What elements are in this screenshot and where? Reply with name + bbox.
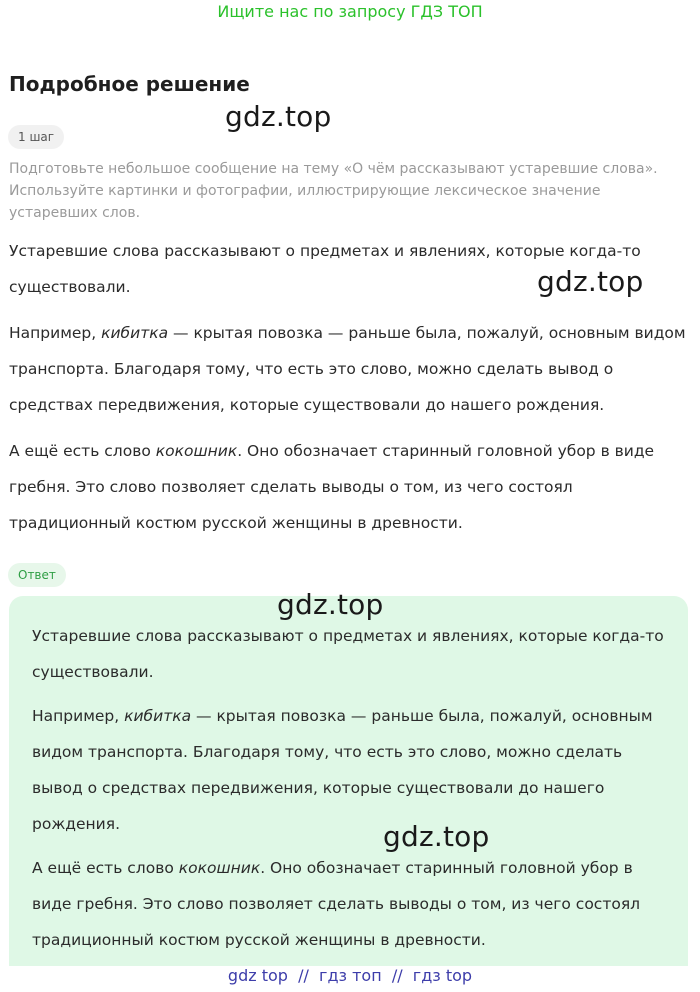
text-fragment: — крытая повозка — раньше была, пожалуй, основным видом транспорта. Благодаря тому, что есть это слово, можно сделать вывод о средствах передвижения, которые существовали до нашего рождения. <box>9 324 686 414</box>
answer-paragraph: Устаревшие слова рассказывают о предметах и явлениях, которые когда-то существовали. <box>32 627 664 681</box>
solution-paragraph: Устаревшие слова рассказывают о предметах и явлениях, которые когда-то существовали. <box>9 242 641 296</box>
text-fragment: — крытая повозка — раньше была, пожалуй, основным видом транспорта. Благодаря тому, что есть это слово, можно сделать вывод о средствах передвижения, которые существовали до нашего рождения. <box>32 707 653 833</box>
answer-paragraph <box>32 850 672 958</box>
watermark: gdz.top <box>225 100 332 133</box>
answer-box <box>9 596 688 966</box>
search-banner: Ищите нас по запросу ГДЗ ТОП <box>217 2 483 21</box>
answer-body <box>32 618 672 966</box>
italic-term: кибитка <box>101 324 169 342</box>
solution-paragraph <box>9 433 693 541</box>
task-text: Подготовьте небольшое сообщение на тему «О чём рассказывают устаревшие слова». Используйте картинки и фотографии, иллюстрирующие лексическое значение устаревших слов. <box>9 161 658 221</box>
section-title: Подробное решение <box>9 72 250 96</box>
watermark: gdz.top <box>277 588 384 621</box>
watermark: gdz.top <box>537 265 644 298</box>
footer-links[interactable]: gdz top // гдз топ // гдз top <box>227 966 473 985</box>
answer-paragraph <box>32 698 672 842</box>
watermark: gdz.top <box>383 820 490 853</box>
italic-term: кибитка <box>124 707 192 725</box>
text-fragment: . Оно обозначает старинный головной убор в виде гребня. Это слово позволяет сделать выводы о том, из чего состоял традиционный костюм русской женщины в древности. <box>9 442 655 532</box>
text-fragment: Например, <box>32 707 125 725</box>
text-fragment: . Оно обозначает старинный головной убор в виде гребня. Это слово позволяет сделать выводы о том, из чего состоял традиционный костюм русской женщины в древности. <box>32 859 641 949</box>
answer-badge: Ответ <box>8 563 66 587</box>
italic-term: кокошник <box>178 859 261 877</box>
solution-paragraph <box>9 315 693 423</box>
italic-term: кокошник <box>155 442 238 460</box>
step-badge: 1 шаг <box>8 125 64 149</box>
text-fragment: А ещё есть слово <box>9 442 156 460</box>
text-fragment: А ещё есть слово <box>32 859 179 877</box>
text-fragment: Например, <box>9 324 102 342</box>
